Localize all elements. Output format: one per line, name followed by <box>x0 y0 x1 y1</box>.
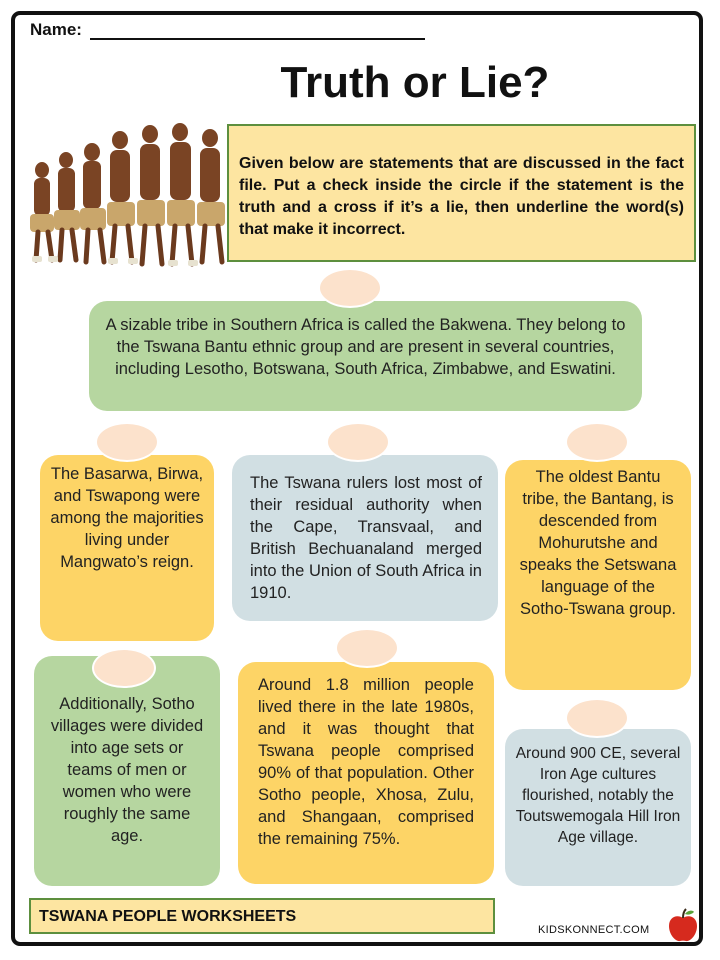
statement-text: The Tswana rulers lost most of their residual authority when the Cape, Transvaal, and British Bechuanaland merged into the Union of South Africa in 1910. <box>250 474 482 602</box>
answer-circle[interactable] <box>326 422 390 462</box>
instructions-box: Given below are statements that are discussed in the fact file. Put a check inside the circle if the statement is the truth and a cross if it’s a lie, then underline the word(s) that make it incorrect. <box>227 124 696 262</box>
worksheet-title-banner: TSWANA PEOPLE WORKSHEETS <box>29 898 495 934</box>
statement-card <box>34 656 220 886</box>
statement-card <box>232 455 498 621</box>
statement-text: The oldest Bantu tribe, the Bantang, is descended from Mohurutshe and speaks the Setswana language of the Sotho-Tswana group. <box>519 468 677 618</box>
statement-card <box>89 301 642 411</box>
dancers-illustration <box>14 110 236 270</box>
name-label: Name: <box>30 20 82 39</box>
brand-label: KIDSKONNECT.COM <box>538 924 650 936</box>
answer-circle[interactable] <box>92 648 156 688</box>
answer-circle[interactable] <box>318 268 382 308</box>
apple-logo-icon <box>665 908 701 944</box>
answer-circle[interactable] <box>565 698 629 738</box>
statement-text: A sizable tribe in Southern Africa is called the Bakwena. They belong to the Tswana Bantu ethnic group and are present in several countries, including Lesotho, Botswana, South Africa, Zimbabwe, and Eswatini. <box>105 316 626 378</box>
page-title: Truth or Lie? <box>280 58 550 107</box>
statement-card <box>238 662 494 884</box>
statement-text: Around 900 CE, several Iron Age cultures flourished, notably the Toutswemogala Hill Iron Age village. <box>515 745 681 846</box>
answer-circle[interactable] <box>335 628 399 668</box>
answer-circle[interactable] <box>95 422 159 462</box>
statement-card <box>505 729 691 886</box>
statement-text: Around 1.8 million people lived there in the late 1980s, and it was thought that Tswana people comprised 90% of that population. Other Sotho people, Xhosa, Zulu, and Shangaan, comprised the remaining 75%. <box>258 676 474 848</box>
answer-circle[interactable] <box>565 422 629 462</box>
statement-text: Additionally, Sotho villages were divided into age sets or teams of men or women who were roughly the same age. <box>50 695 204 845</box>
statement-card <box>505 460 691 690</box>
statement-card <box>40 455 214 641</box>
name-input-line[interactable] <box>90 38 425 40</box>
statement-text: The Basarwa, Birwa, and Tswapong were among the majorities living under Mangwato’s reign. <box>50 465 204 571</box>
